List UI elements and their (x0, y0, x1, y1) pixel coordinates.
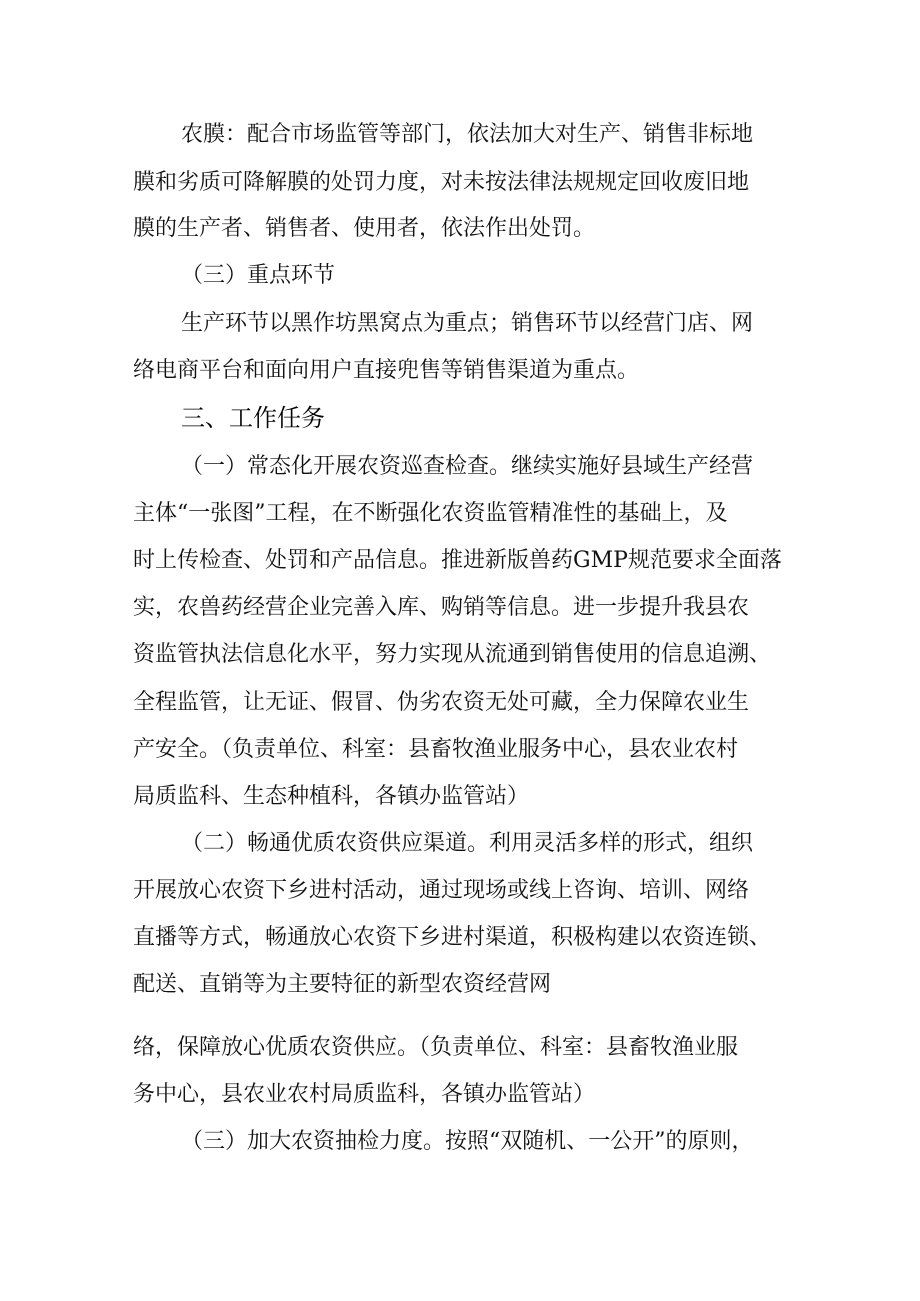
paragraph-task-2-line-3: 直播等方式，畅通放心农资下乡进村渠道，积极构建以农资连锁、 (133, 925, 772, 950)
paragraph-mulch-line-1: 农膜：配合市场监管等部门，依法加大对生产、销售非标地 (181, 122, 754, 147)
paragraph-key-links-line-2: 络电商平台和面向用户直接兜售等销售渠道为重点。 (133, 358, 640, 383)
paragraph-task-2-line-1: （二）畅通优质农资供应渠道。利用灵活多样的形式，组织 (181, 831, 754, 856)
paragraph-task-1-line-2: 主体“一张图”工程，在不断强化农资监管精准性的基础上，及 (133, 501, 728, 526)
paragraph-mulch-line-3: 膜的生产者、销售者、使用者，依法作出处罚。 (133, 216, 596, 241)
paragraph-mulch-line-2: 膜和劣质可降解膜的处罚力度，对未按法律法规规定回收废旧地 (133, 170, 750, 195)
paragraph-task-1-line-6: 全程监管，让无证、假冒、伪劣农资无处可藏，全力保障农业生 (133, 690, 750, 715)
subheading-key-links: （三）重点环节 (181, 263, 336, 288)
paragraph-task-1-line-8: 局质监科、生态种植科，各镇办监管站） (133, 784, 530, 809)
section-heading-work-tasks: 三、工作任务 (181, 404, 325, 432)
paragraph-task-3-line-1: （三）加大农资抽检力度。按照“双随机、一公开”的原则， (181, 1129, 754, 1154)
paragraph-task-2-line-5: 络，保障放心优质农资供应。（负责单位、科室：县畜牧渔业服 (133, 1035, 739, 1060)
paragraph-task-2-line-2: 开展放心农资下乡进村活动，通过现场或线上咨询、培训、网络 (133, 878, 750, 903)
paragraph-task-1-line-7: 产安全。（负责单位、科室：县畜牧渔业服务中心，县农业农村 (133, 737, 739, 762)
paragraph-task-2-line-6: 务中心，县农业农村局质监科，各镇办监管站） (133, 1082, 596, 1107)
paragraph-task-1-line-3: 时上传检查、处罚和产品信息。推进新版兽药GMP规范要求全面落 (133, 548, 782, 573)
paragraph-task-2-line-4: 配送、直销等为主要特征的新型农资经营网 (133, 972, 552, 997)
paragraph-task-1-line-5: 资监管执法信息化水平，努力实现从流通到销售使用的信息追溯、 (133, 642, 772, 667)
paragraph-task-1-line-4: 实，农兽药经营企业完善入库、购销等信息。进一步提升我县农 (133, 595, 750, 620)
paragraph-task-1-line-1: （一）常态化开展农资巡查检查。继续实施好县域生产经营 (181, 454, 754, 479)
paragraph-key-links-line-1: 生产环节以黑作坊黑窝点为重点；销售环节以经营门店、网 (181, 311, 754, 336)
